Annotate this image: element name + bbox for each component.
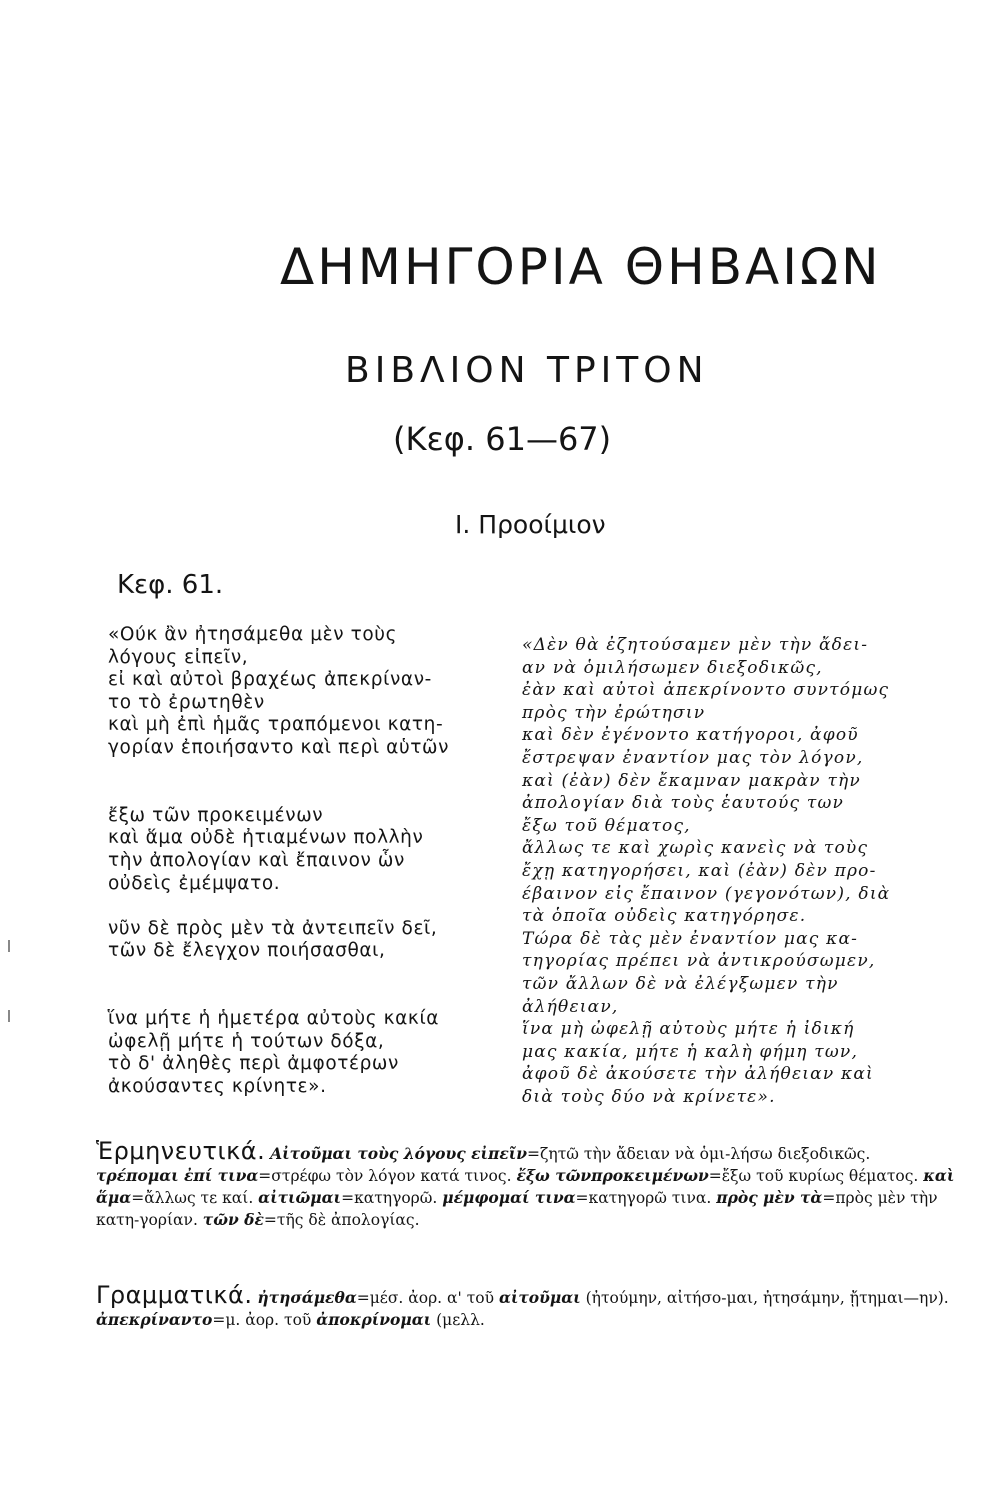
note-explanation: =ζητῶ τὴν ἄδειαν νὰ ὁμι- <box>527 1145 731 1163</box>
translation-line: «Δὲν θὰ ἐζητούσαμεν μὲν τὴν ἄδει- <box>522 635 869 655</box>
margin-mark <box>8 1010 10 1022</box>
note-explanation: =μ. ἀορ. τοῦ <box>212 1311 317 1329</box>
translation-line: μας κακία, μήτε ἡ καλὴ φήμη των, <box>522 1041 859 1062</box>
note-term: ἀποκρίνομαι <box>316 1310 432 1329</box>
note-term: Αἰτοῦμαι τοὺς λόγους εἰπεῖν <box>270 1144 528 1163</box>
original-line: εἰ καὶ αὐτοὶ βραχέως ἀπεκρίναν- <box>108 669 432 691</box>
note-term: αἰτοῦμαι <box>498 1288 581 1307</box>
note-explanation: = <box>341 1189 355 1207</box>
original-line: «Ούκ ἂν ἠτησάμεθα μὲν τοὺς <box>108 624 398 645</box>
chapter-label: Κεφ. 61. <box>117 570 224 600</box>
original-line: ἵνα μήτε ἡ ἡμετέρα αὐτοὺς κακία <box>108 1008 440 1030</box>
original-line <box>108 895 449 918</box>
note-term: τῶν δὲ <box>202 1210 264 1229</box>
note-line <box>96 1281 727 1309</box>
grammatika-notes <box>96 1281 956 1331</box>
note-line <box>96 1137 731 1165</box>
grammatika-heading: Γραμματικά. <box>96 1281 253 1309</box>
note-term: πρὸς μὲν τὰ <box>716 1188 823 1207</box>
note-term: μέμφομαί τινα <box>442 1188 576 1207</box>
note-term: ἀπεκρίναντο <box>96 1310 213 1329</box>
original-line: ἔξω τῶν προκειμένων <box>108 804 324 826</box>
note-explanation: κατηγορῶ. <box>354 1189 443 1207</box>
translation-line: τῶν ἄλλων δὲ νὰ ἐλέγξωμεν τὴν <box>522 973 839 994</box>
note-term: τρέπομαι ἐπί τινα <box>96 1166 259 1185</box>
translation-line: αν νὰ ὁμιλήσωμεν διεξοδικῶς, <box>522 657 823 678</box>
translation-line: ἀφοῦ δὲ ἀκούσετε τὴν ἀλήθειαν καὶ <box>522 1064 874 1085</box>
hermeneutika-notes <box>96 1137 956 1231</box>
translation-line: ἔστρεψαν ἐναντίον μας τὸν λόγον, <box>522 747 864 768</box>
page-title: ΔΗΜΗΓΟΡΙΑ ΘΗΒΑΙΩΝ <box>280 238 882 296</box>
note-explanation: (ἠτούμην, αἰτήσο- <box>580 1289 727 1307</box>
note-explanation: γορίαν. <box>139 1211 203 1229</box>
original-line <box>108 760 449 783</box>
translation-text-column <box>522 634 890 1108</box>
note-explanation: =ἔξω τοῦ κυρίως θέματος. <box>708 1167 924 1185</box>
note-explanation: λήσω διεξοδικῶς. <box>730 1145 871 1163</box>
original-text-column <box>108 624 449 1098</box>
note-explanation: =μέσ. ἀορ. α' τοῦ <box>356 1289 499 1307</box>
note-explanation: =πρὸς μὲν τὴν κατη- <box>96 1189 938 1229</box>
translation-line: καὶ (ἐὰν) δὲν ἔκαμναν μακρὰν τὴν <box>522 770 861 791</box>
translation-line: καὶ δὲν ἐγένοντο κατήγοροι, ἀφοῦ <box>522 725 859 746</box>
translation-line: τὰ ὁποῖα οὐδεὶς κατηγόρησε. <box>522 906 807 927</box>
translation-line: ἔξω τοῦ θέματος, <box>522 815 691 836</box>
note-term: καὶ ἅμα <box>96 1166 955 1207</box>
original-line: ἀκούσαντες κρίνητε». <box>108 1075 327 1097</box>
translation-line: ἀλήθειαν, <box>522 996 619 1017</box>
note-explanation: =ἄλλως τε καί. <box>131 1189 259 1207</box>
translation-line: πρὸς τὴν ἐρώτησιν <box>522 702 706 723</box>
translation-line: Τώρα δὲ τὰς μὲν ἐναντίον μας κα- <box>522 928 859 949</box>
original-line: γορίαν ἐποιήσαντο καὶ περὶ αὑτῶν <box>108 736 450 758</box>
margin-mark <box>8 940 10 952</box>
original-line: καὶ ἅμα οὐδὲ ἠτιαμένων πολλὴν <box>108 827 424 849</box>
translation-line: διὰ τοὺς δύο νὰ κρίνετε». <box>522 1086 776 1107</box>
original-line: νῦν δὲ πρὸς μὲν τὰ ἀντειπεῖν δεῖ, <box>108 917 438 939</box>
note-explanation: μαι, ἠτησάμην, ᾔτημαι—ην). <box>726 1289 949 1307</box>
note-term: αἰτιῶμαι <box>258 1188 342 1207</box>
note-explanation: =στρέφω τὸν λόγον κατά τινος. <box>258 1167 517 1185</box>
note-explanation: (μελλ. <box>431 1311 485 1329</box>
translation-line: ἵνα μὴ ὠφελῇ αὐτοὺς μήτε ἡ ἰδική <box>522 1019 855 1040</box>
original-line <box>108 782 449 805</box>
translation-line: ἄλλως τε καὶ χωρὶς κανεὶς νὰ τοὺς <box>522 838 869 859</box>
original-line: τὴν ἀπολογίαν καὶ ἔπαινον ὧν <box>108 849 405 871</box>
translation-line: ἀπολογίαν διὰ τοὺς ἑαυτούς των <box>522 793 845 814</box>
chapter-range: (Κεφ. 61—67) <box>393 420 612 458</box>
note-explanation: =τῆς δὲ ἀπολογίας. <box>263 1211 420 1229</box>
note-line <box>139 1211 419 1229</box>
original-line: λόγους εἰπεῖν, <box>108 646 249 668</box>
book-subtitle: ΒΙΒΛΙΟΝ ΤΡΙΤΟΝ <box>345 350 709 391</box>
note-term: ἠτησάμεθα <box>257 1288 357 1307</box>
original-line: τῶν δὲ ἔλεγχον ποιήσασθαι, <box>108 940 386 962</box>
original-line: τὸ δ' ἀληθὲς περὶ ἀμφοτέρων <box>108 1053 399 1075</box>
original-line: ὠφελῇ μήτε ἡ τούτων δόξα, <box>108 1030 385 1052</box>
translation-line: ἐὰν καὶ αὐτοὶ ἀπεκρίνοντο συντόμως <box>522 680 890 701</box>
note-term: ἔξω τῶν <box>516 1166 592 1185</box>
original-line <box>108 963 449 986</box>
translation-line: ἔχῃ κατηγορήσει, καὶ (ἐὰν) δὲν προ- <box>522 860 877 881</box>
translation-line: έβαινον εἰς ἔπαινον (γεγονότων), διὰ <box>522 883 891 904</box>
note-term: προκειμένων <box>591 1166 709 1185</box>
hermeneutika-heading: Ἑρμηνευτικά. <box>96 1137 266 1165</box>
note-explanation: =κατηγορῶ τινα. <box>575 1189 717 1207</box>
section-heading: Ι. Προοίμιον <box>455 510 606 539</box>
translation-line: τηγορίας πρέπει νὰ ἀντικρούσωμεν, <box>522 951 876 972</box>
original-line: το τὸ ἐρωτηθὲν <box>108 691 265 713</box>
original-line: οὐδεὶς ἐμέμψατο. <box>108 872 281 894</box>
original-line <box>108 986 449 1009</box>
original-line: καὶ μὴ ἐπὶ ἡμᾶς τραπόμενοι κατη- <box>108 714 444 736</box>
